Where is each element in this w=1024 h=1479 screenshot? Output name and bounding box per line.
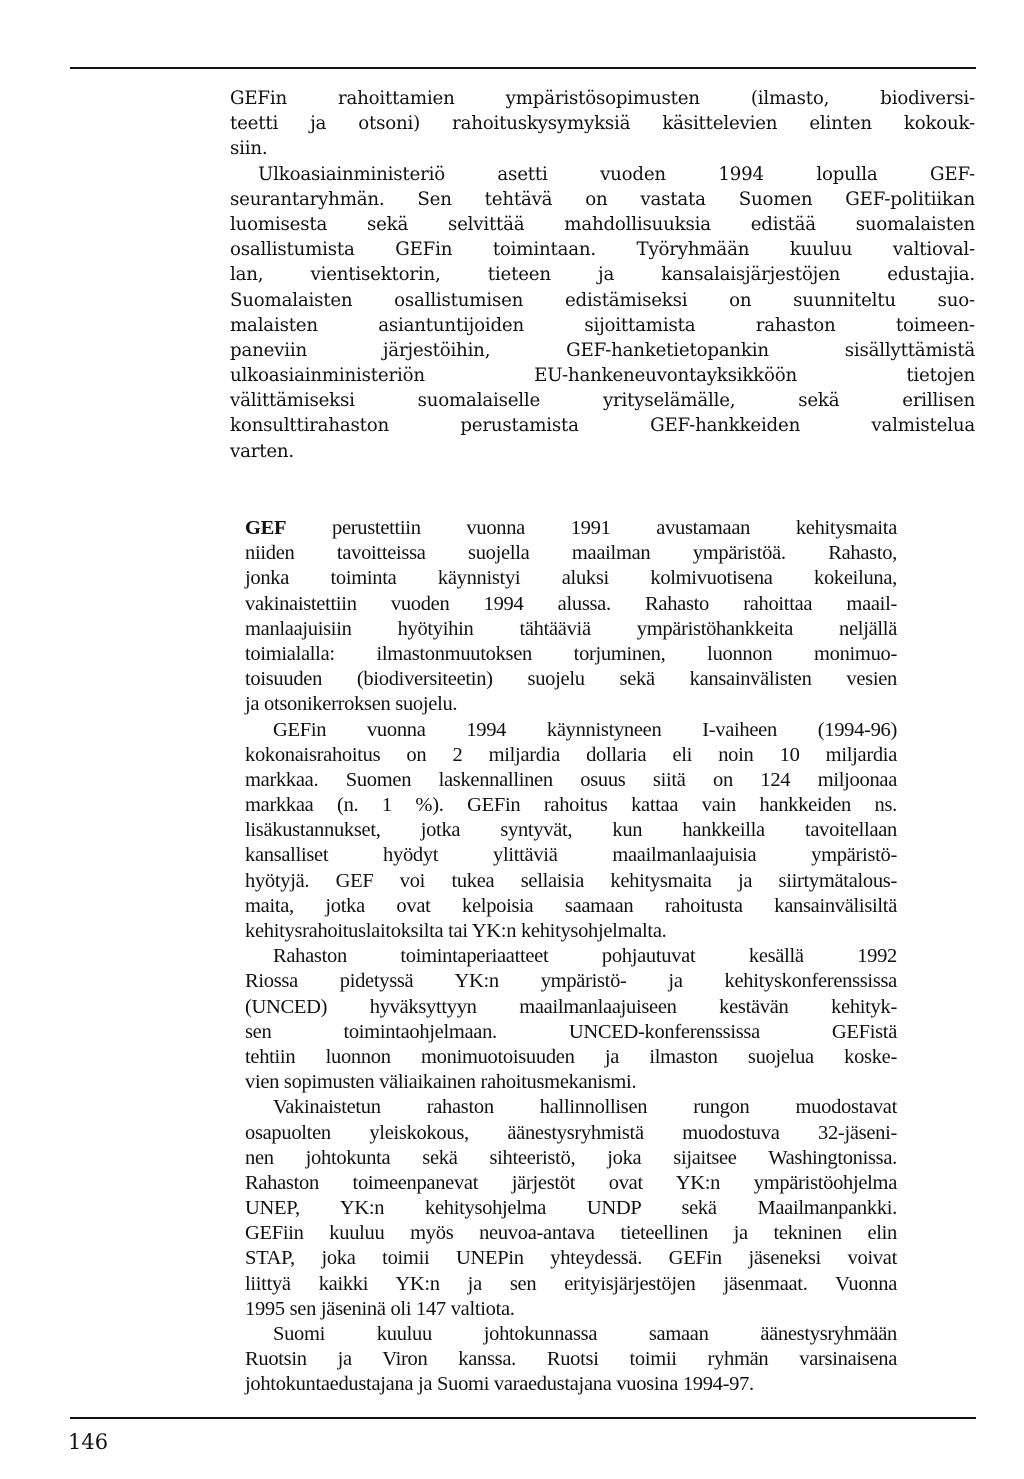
text-line bbox=[230, 388, 975, 413]
text-line bbox=[245, 969, 897, 994]
page-number: 146 bbox=[68, 1430, 109, 1454]
text-line bbox=[230, 187, 975, 212]
text-line bbox=[245, 1020, 897, 1045]
text-line bbox=[245, 1272, 897, 1297]
text-line-content: luomisesta sekä selvittää mahdollisuuksia edistää suomalaisten bbox=[230, 213, 975, 235]
text-line-content: varten. bbox=[230, 440, 294, 462]
text-line bbox=[230, 136, 975, 161]
text-line-content: hyötyjä. GEF voi tukea sellaisia kehitysmaita ja siirtymätalous- bbox=[245, 869, 897, 892]
text-line bbox=[230, 237, 975, 262]
paragraph bbox=[245, 516, 897, 718]
text-line bbox=[230, 162, 975, 187]
top-rule bbox=[70, 67, 976, 69]
text-line bbox=[245, 718, 897, 743]
text-line bbox=[245, 566, 897, 591]
text-line bbox=[245, 516, 897, 541]
text-line bbox=[245, 944, 897, 969]
text-line-content: Vakinaistetun rahaston hallinnollisen rungon muodostavat bbox=[273, 1096, 897, 1119]
paragraph bbox=[245, 1322, 897, 1398]
gef-info-text-block bbox=[245, 516, 897, 1398]
text-line-content: maita, jotka ovat kelpoisia saamaan rahoitusta kansainvälisiltä bbox=[245, 894, 897, 917]
text-line bbox=[230, 86, 975, 111]
text-line bbox=[230, 413, 975, 438]
text-line-content: markkaa. Suomen laskennallinen osuus siitä on 124 miljoonaa bbox=[245, 768, 897, 791]
text-line bbox=[245, 692, 897, 717]
text-line-content: Rahaston toimintaperiaatteet pohjautuvat kesällä 1992 bbox=[273, 945, 897, 968]
text-line-content: toimialalla: ilmastonmuutoksen torjuminen, luonnon monimuo- bbox=[245, 642, 897, 665]
text-line-content: sen toimintaohjelmaan. UNCED-konferenssissa GEFistä bbox=[245, 1020, 897, 1043]
text-line bbox=[230, 262, 975, 287]
text-line bbox=[245, 617, 897, 642]
text-line-content: GEFiin kuuluu myös neuvoa-antava tieteellinen ja tekninen elin bbox=[245, 1222, 897, 1245]
text-line-content: välittämiseksi suomalaiselle yrityselämälle, sekä erillisen bbox=[230, 390, 975, 412]
text-line bbox=[245, 768, 897, 793]
text-line-content: GEFin rahoittamien ympäristösopimusten (ilmasto, biodiversi- bbox=[230, 88, 975, 109]
text-line-content: STAP, joka toimii UNEPin yhteydessä. GEFin jäseneksi voivat bbox=[245, 1247, 897, 1270]
text-line bbox=[245, 1221, 897, 1246]
text-line-content: GEFin vuonna 1994 käynnistyneen I-vaiheen (1994-96) bbox=[273, 718, 897, 741]
text-line-content: kansalliset hyödyt ylittäviä maailmanlaajuisia ympäristö- bbox=[245, 844, 897, 867]
text-line bbox=[245, 1095, 897, 1120]
paragraph bbox=[230, 162, 975, 464]
text-line-content: Riossa pidetyssä YK:n ympäristö- ja kehityskonferenssissa bbox=[245, 970, 897, 993]
text-line bbox=[230, 338, 975, 363]
lead-term: GEF bbox=[245, 517, 287, 539]
text-line-content: Ulkoasiainministeriö asetti vuoden 1994 lopulla GEF- bbox=[258, 163, 975, 185]
text-line bbox=[245, 592, 897, 617]
text-line bbox=[245, 1372, 897, 1397]
bottom-rule bbox=[70, 1417, 976, 1419]
text-line-content: seurantaryhmän. Sen tehtävä on vastata Suomen GEF-politiikan bbox=[230, 188, 975, 210]
text-line bbox=[230, 439, 975, 464]
text-line-content: perustettiin vuonna 1991 avustamaan kehitysmaita bbox=[286, 517, 897, 539]
text-line-content: osapuolten yleiskokous, äänestysryhmistä muodostuva 32-jäseni- bbox=[245, 1121, 897, 1144]
text-line bbox=[245, 869, 897, 894]
text-line-content: ulkoasiainministeriön EU-hankeneuvontayksikköön tietojen bbox=[230, 365, 975, 387]
intro-text-block bbox=[230, 86, 975, 464]
text-line bbox=[245, 1146, 897, 1171]
text-line-content: jonka toiminta käynnistyi aluksi kolmivuotisena kokeiluna, bbox=[245, 567, 897, 590]
text-line bbox=[245, 667, 897, 692]
text-line-content: kokonaisrahoitus on 2 miljardia dollaria eli noin 10 miljardia bbox=[245, 743, 897, 766]
text-line bbox=[245, 1070, 897, 1095]
text-line bbox=[245, 1171, 897, 1196]
text-line-content: manlaajuisiin hyötyihin tähtääviä ympäristöhankkeita neljällä bbox=[245, 617, 897, 640]
text-line bbox=[245, 1121, 897, 1146]
text-line-content: osallistumista GEFin toimintaan. Työryhmään kuuluu valtioval- bbox=[230, 239, 975, 261]
text-line bbox=[245, 642, 897, 667]
paragraph bbox=[245, 718, 897, 945]
text-line-content: malaisten asiantuntijoiden sijoittamista rahaston toimeen- bbox=[230, 314, 975, 336]
text-line-content: Ruotsin ja Viron kanssa. Ruotsi toimii ryhmän varsinaisena bbox=[245, 1348, 897, 1371]
text-line bbox=[245, 541, 897, 566]
text-line bbox=[245, 1246, 897, 1271]
text-line-content: 1995 sen jäseninä oli 147 valtiota. bbox=[245, 1297, 515, 1320]
text-line-content: vien sopimusten väliaikainen rahoitusmekanismi. bbox=[245, 1071, 637, 1094]
paragraph bbox=[245, 944, 897, 1095]
text-line-content: Suomi kuuluu johtokunnassa samaan äänestysryhmään bbox=[273, 1323, 897, 1345]
text-line bbox=[230, 111, 975, 136]
text-line-content: nen johtokunta sekä sihteeristö, joka sijaitsee Washingtonissa. bbox=[245, 1146, 897, 1169]
text-line-content: toisuuden (biodiversiteetin) suojelu sekä kansainvälisten vesien bbox=[245, 668, 897, 691]
text-line-content: vakinaistettiin vuoden 1994 alussa. Rahasto rahoittaa maail- bbox=[245, 592, 897, 615]
text-line-content: johtokuntaedustajana ja Suomi varaedustajana vuosina 1994-97. bbox=[245, 1373, 754, 1396]
text-line-content: konsulttirahaston perustamista GEF-hankkeiden valmistelua bbox=[230, 415, 975, 437]
text-line-content: kehitysrahoituslaitoksilta tai YK:n kehitysohjelmalta. bbox=[245, 920, 667, 942]
text-line-content: teetti ja otsoni) rahoituskysymyksiä käsittelevien elinten kokouk- bbox=[230, 113, 975, 135]
text-line bbox=[245, 843, 897, 868]
text-line-content: siin. bbox=[230, 138, 268, 160]
text-line bbox=[245, 1045, 897, 1070]
text-line-content: paneviin järjestöihin, GEF-hanketietopankin sisällyttämistä bbox=[230, 339, 975, 361]
text-line bbox=[230, 363, 975, 388]
text-line bbox=[245, 995, 897, 1020]
text-line bbox=[245, 894, 897, 919]
text-line bbox=[230, 313, 975, 338]
text-line-content: tehtiin luonnon monimuotoisuuden ja ilmaston suojelua koske- bbox=[245, 1045, 897, 1068]
text-line bbox=[245, 1297, 897, 1322]
paragraph bbox=[245, 1095, 897, 1322]
text-line bbox=[245, 1196, 897, 1221]
text-line bbox=[245, 919, 897, 944]
text-line-content: Rahaston toimeenpanevat järjestöt ovat YK:n ympäristöohjelma bbox=[245, 1171, 897, 1194]
text-line-content: ja otsonikerroksen suojelu. bbox=[245, 693, 458, 716]
text-line bbox=[245, 743, 897, 768]
text-line-content: niiden tavoitteissa suojella maailman ympäristöä. Rahasto, bbox=[245, 542, 897, 565]
text-line bbox=[245, 793, 897, 818]
text-line-content: (UNCED) hyväksyttyyn maailmanlaajuiseen kestävän kehityk- bbox=[245, 995, 897, 1018]
text-line-content: lan, vientisektorin, tieteen ja kansalaisjärjestöjen edustajia. bbox=[230, 264, 975, 286]
text-line bbox=[230, 288, 975, 313]
text-line-content: UNEP, YK:n kehitysohjelma UNDP sekä Maailmanpankki. bbox=[245, 1197, 897, 1220]
text-line-content: Suomalaisten osallistumisen edistämiseksi on suunniteltu suo- bbox=[230, 289, 975, 311]
text-line bbox=[245, 818, 897, 843]
text-line bbox=[245, 1347, 897, 1372]
text-line-content: markkaa (n. 1 %). GEFin rahoitus kattaa vain hankkeiden ns. bbox=[245, 794, 897, 817]
text-line bbox=[245, 1322, 897, 1347]
text-line-content: lisäkustannukset, jotka syntyvät, kun hankkeilla tavoitellaan bbox=[245, 819, 897, 842]
text-line-content: liittyä kaikki YK:n ja sen erityisjärjestöjen jäsenmaat. Vuonna bbox=[245, 1272, 897, 1295]
paragraph bbox=[230, 86, 975, 162]
text-line bbox=[230, 212, 975, 237]
